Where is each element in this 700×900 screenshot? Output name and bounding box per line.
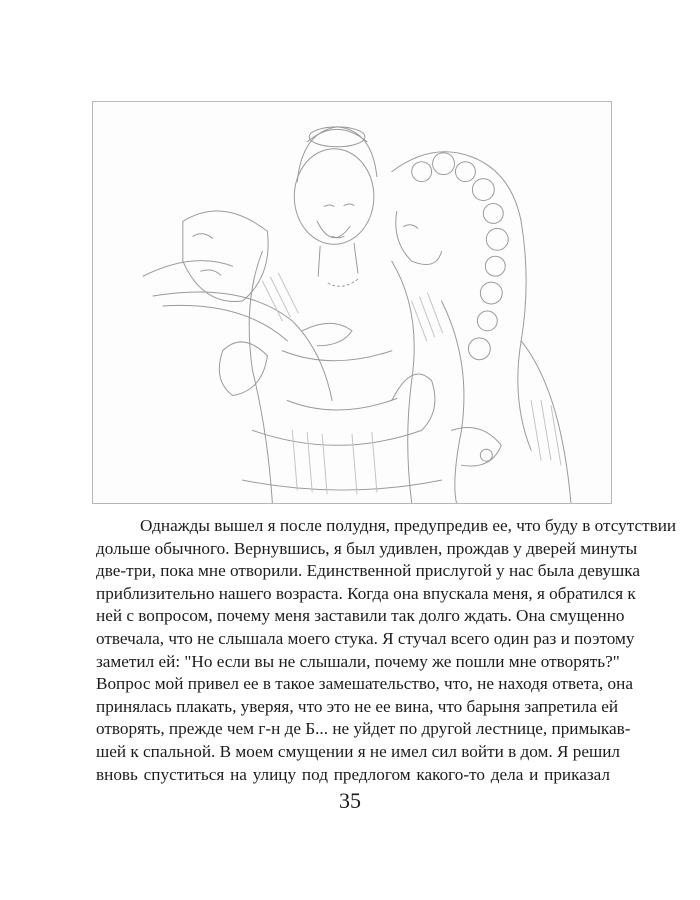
text-line: отвечала, что не слышала моего стука. Я стучал всего один раз и поэтому	[96, 628, 635, 648]
text-line: отворять, прежде чем г-н де Б... не уйдет по другой лестнице, примыкав-	[96, 719, 631, 739]
text-line: шей к спальной. В моем смущении я не имел сил войти в дом. Я решил	[96, 741, 620, 761]
text-line: Вопрос мой привел ее в такое замешательство, что, не находя ответа, она	[96, 674, 633, 694]
body-text	[96, 515, 677, 786]
text-line: ней с вопросом, почему меня заставили так долго ждать. Она смущенно	[96, 606, 625, 626]
illustration-image	[92, 101, 612, 504]
text-line: вновь спуститься на улицу под предлогом какого-то дела и приказал	[96, 764, 610, 784]
sketch-icon	[93, 102, 611, 503]
text-line: Однажды вышел я после полудня, предупредив ее, что буду в отсутствии	[140, 516, 677, 535]
text-line: заметил ей: "Но если вы не слышали, почему же пошли мне отворять?"	[96, 651, 620, 671]
text-line: приблизительно нашего возраста. Когда она впускала меня, я обратился к	[96, 583, 636, 603]
text-line: две-три, пока мне отворили. Единственной прислугой у нас была девушка	[96, 561, 640, 581]
page-number: 35	[339, 788, 361, 813]
text-line: дольше обычного. Вернувшись, я был удивлен, прождав у дверей минуты	[96, 538, 638, 558]
text-line: принялась плакать, уверяя, что это не ее вина, что барыня запретила ей	[96, 696, 619, 716]
